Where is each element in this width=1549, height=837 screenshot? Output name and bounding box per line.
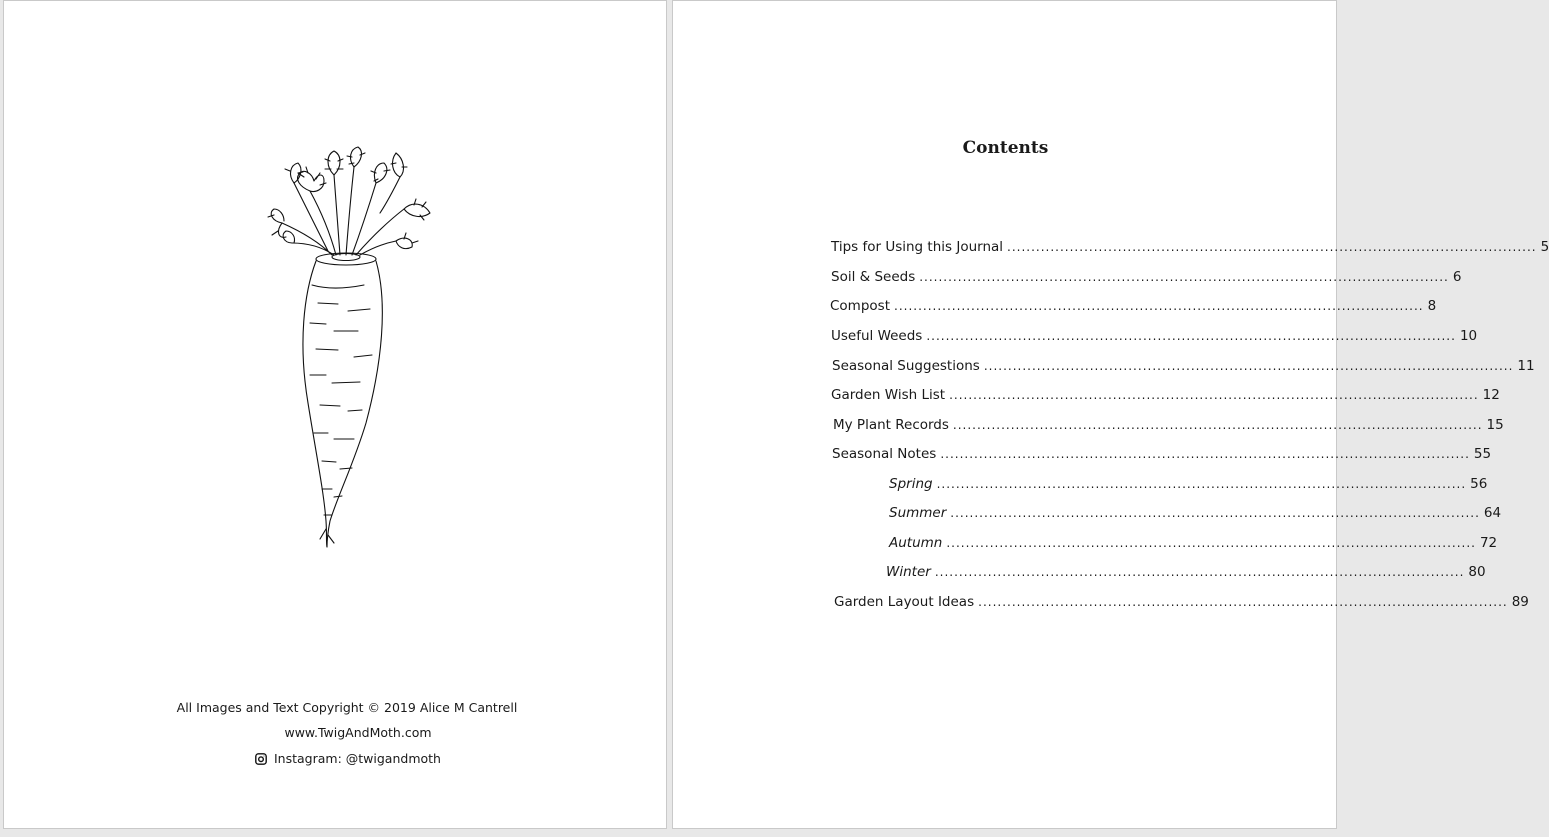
toc-entry-label: Spring — [889, 476, 933, 492]
toc-entry-label: Autumn — [889, 535, 943, 551]
toc-subentry[interactable] — [889, 534, 1498, 552]
toc-entry-page: 89 — [1511, 594, 1529, 610]
toc-entry-label: Soil & Seeds — [831, 269, 916, 285]
toc-leader-dots: .............................................................................................................. — [926, 329, 1456, 343]
toc-entry[interactable] — [832, 357, 1535, 375]
instagram-line[interactable] — [17, 751, 679, 767]
toc-subentry[interactable] — [886, 563, 1486, 581]
toc-entry-label: Compost — [830, 298, 890, 314]
right-page — [672, 0, 1549, 829]
toc-entry[interactable] — [831, 268, 1462, 286]
instagram-handle: Instagram: @twigandmoth — [274, 751, 441, 766]
toc-entry-page: 6 — [1452, 269, 1462, 285]
toc-entry-page: 5 — [1540, 239, 1549, 255]
toc-entry-label: My Plant Records — [833, 417, 949, 433]
toc-leader-dots: .............................................................................................................. — [946, 536, 1476, 550]
toc-entry-label: Useful Weeds — [831, 328, 923, 344]
toc-leader-dots: .............................................................................................................. — [936, 477, 1467, 491]
website-link[interactable]: www.TwigAndMoth.com — [284, 725, 432, 740]
toc-leader-dots: .............................................................................................................. — [940, 447, 1470, 461]
toc-leader-dots: .............................................................................................................. — [949, 388, 1479, 402]
toc-entry[interactable] — [831, 238, 1549, 256]
contents-title: Contents — [962, 138, 1049, 158]
toc-leader-dots: .............................................................................................................. — [983, 359, 1514, 373]
toc-entry-label: Winter — [886, 564, 931, 580]
toc-leader-dots: .............................................................................................................. — [894, 299, 1424, 313]
toc-entry[interactable] — [831, 386, 1500, 404]
toc-entry-label: Tips for Using this Journal — [831, 239, 1004, 255]
toc-leader-dots: .............................................................................................................. — [978, 595, 1508, 609]
toc-leader-dots: .............................................................................................................. — [952, 418, 1483, 432]
toc-entry-page: 72 — [1479, 535, 1498, 551]
toc-entry[interactable] — [832, 445, 1492, 463]
toc-leader-dots: .............................................................................................................. — [1007, 240, 1537, 254]
toc-entry-page: 10 — [1459, 328, 1478, 344]
toc-subentry[interactable] — [889, 475, 1488, 493]
toc-entry[interactable] — [833, 416, 1504, 434]
toc-entry-page: 8 — [1427, 298, 1437, 314]
toc-entry-label: Summer — [889, 505, 947, 521]
toc-entry-label: Seasonal Suggestions — [832, 358, 980, 374]
toc-entry-page: 15 — [1486, 417, 1504, 433]
toc-entry-label: Garden Layout Ideas — [834, 594, 975, 610]
toc-subentry[interactable] — [889, 504, 1502, 522]
toc-entry-page: 11 — [1517, 358, 1535, 374]
toc-entry-page: 80 — [1468, 564, 1486, 580]
carrot-icon — [264, 143, 436, 551]
toc-entry-page: 64 — [1483, 505, 1502, 521]
toc-leader-dots: .............................................................................................................. — [934, 565, 1465, 579]
copyright-text: All Images and Text Copyright © 2019 Alice M Cantrell — [176, 700, 518, 715]
toc-entry-label: Garden Wish List — [831, 387, 946, 403]
toc-entry[interactable] — [831, 327, 1478, 345]
instagram-icon — [255, 753, 267, 765]
toc-entry-page: 12 — [1482, 387, 1500, 403]
toc-entry[interactable] — [830, 297, 1437, 315]
toc-entry-page: 55 — [1473, 446, 1492, 462]
toc-entry[interactable] — [834, 593, 1529, 611]
toc-entry-page: 56 — [1470, 476, 1488, 492]
toc-leader-dots: .............................................................................................................. — [919, 270, 1449, 284]
left-page — [3, 0, 667, 829]
toc-leader-dots: .............................................................................................................. — [950, 506, 1480, 520]
toc-entry-label: Seasonal Notes — [832, 446, 937, 462]
